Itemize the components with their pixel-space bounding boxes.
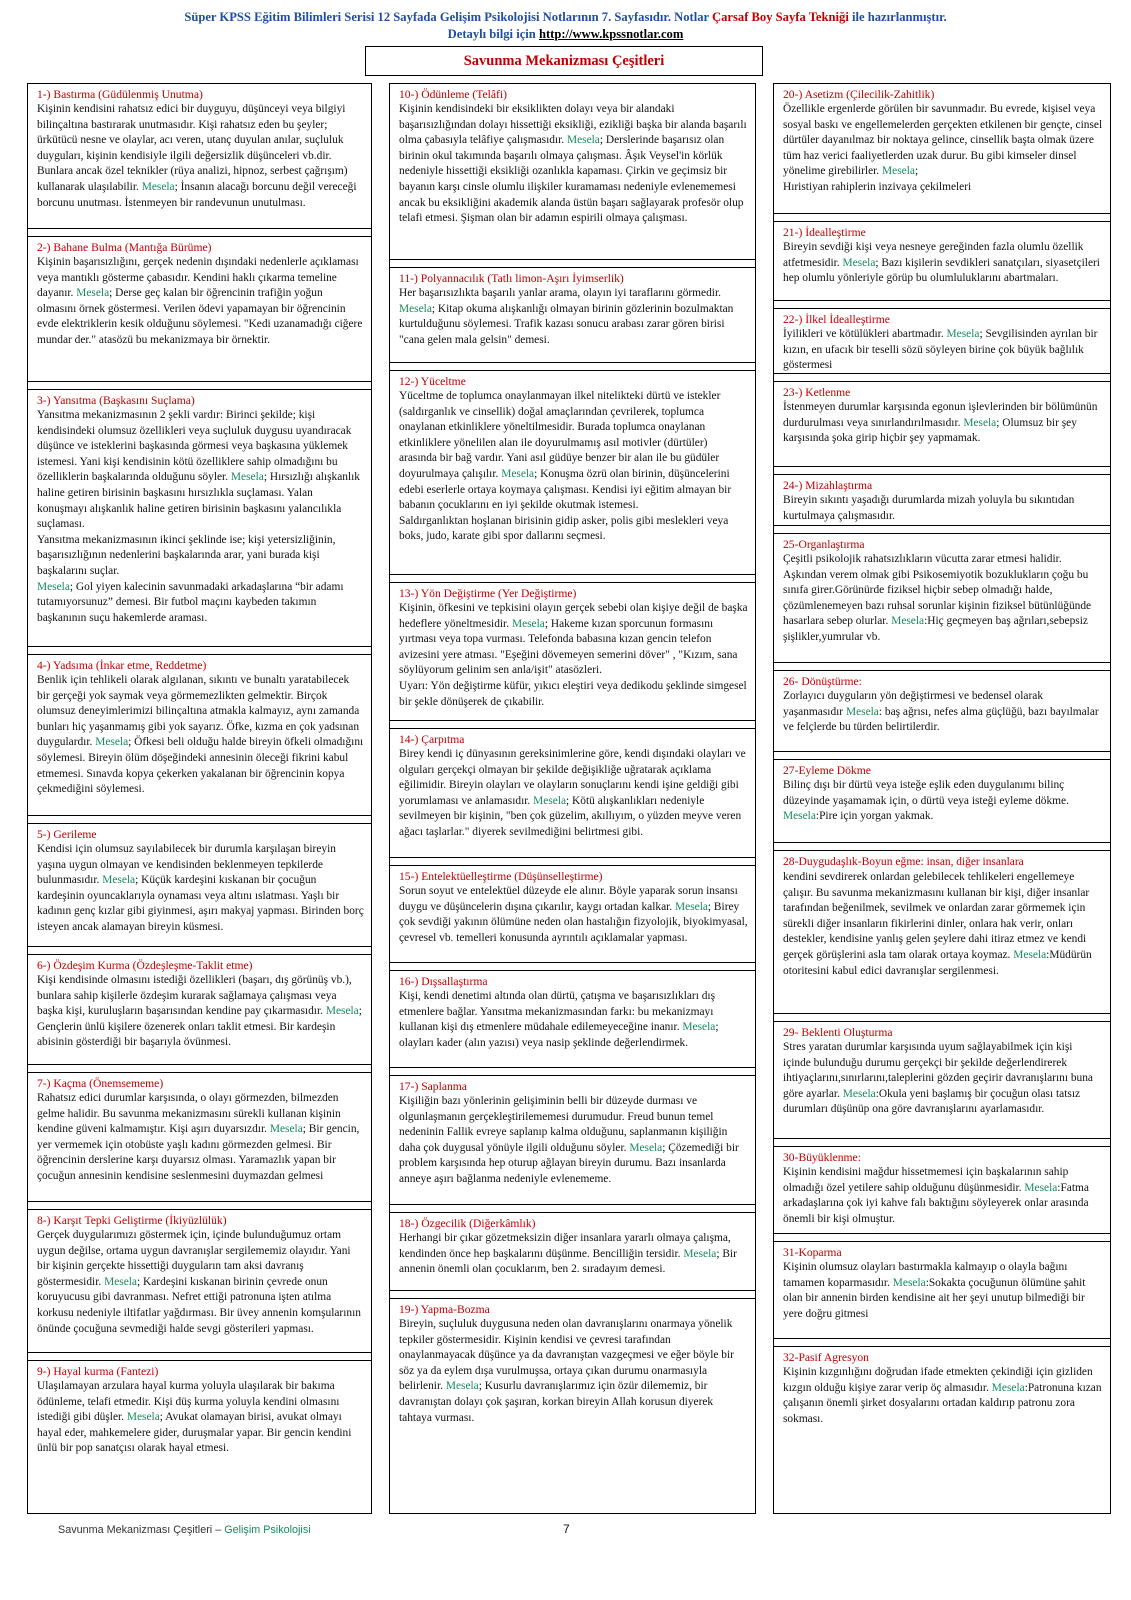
mechanism-section (390, 865, 755, 963)
mechanism-title: 21-) İdealleştirme (783, 226, 866, 239)
example-text: ; Derse geç kalan bir öğrencinin trafiğin yoğun olmasını örnek göstermesi. Verilen ödevi yapamayan bir öğrencinin evde elektriklerin kesik olduğunu söylemesi. "Kedi uzanamadığı ciğere mundar der." atasözü bu mekanizmaya bir örnektir. (37, 287, 363, 346)
mechanism-section (28, 236, 371, 382)
mechanism-title: 29- Beklenti Oluşturma (783, 1026, 893, 1039)
example-label: Mesela (946, 328, 980, 340)
mechanism-section (390, 267, 755, 363)
example-label: Mesela (126, 1411, 160, 1424)
example-text: ; Birey çok sevdiği yakının ölümüne neden olan hastalığın fizyolojik, biyokimyasal, çevresel vb. temelleri konusunda ayrıntılı açıklamalar yapması. (399, 900, 748, 944)
example-label: Mesela (1024, 1181, 1058, 1194)
description-text: Bireyin sıkıntı yaşadığı durumlarda mizah yoluyla bu sıkıntıdan kurtulmaya çalışmasıdır. (783, 494, 1075, 522)
example-text: ; Hırsızlığı alışkanlık haline getiren birisinin başkasını hırsızlıkla suçlaması. Yalan konuşmayı alışkanlık haline getiren birisinin başkasını yalancılıkla suçlaması. (37, 471, 361, 531)
description-text: kendini sevdirerek onlardan gelebilecek tehlikeleri engellemeye çalışır. Bu savunma mekanizmasını kullanan bir kişi, diğer insanlar tarafından beğenilmek, sevilmek ve onlardan zarar görmemek için sürekli diğer insanların fikirlerini dinler, onlara hak verir, onları destekler, kendisine yanlış gelen şeylere dahi itiraz etmez ve kendi gerçek görüşlerini asla tam olarak ortaya koymaz. (783, 871, 1090, 961)
description-text: Bireyin sevdiği kişi veya nesneye gereğinden fazla olumlu özellik atfetmesidir. (783, 241, 1084, 269)
mechanism-section (28, 1360, 371, 1480)
mechanism-description (37, 1228, 364, 1337)
mechanism-title: 28-Duygudaşlık-Boyun eğme: insan, diğer insanlara (783, 855, 1024, 868)
example-text-2: ; Gol yiyen kalecinin savunmadaki arkadaşlarına “bir adamı tutamıyorsunuz” demesi. Bir futbol maçını kaybeden takımın başkanının suçu hakemlerde araması. (37, 580, 344, 624)
example-text: ; Kusurlu davranışlarımız için özür dilememiz, bir davranıştan dolayı çok şaşıran, korkan bireyin Allah korusun diyerek tahtaya vurması. (399, 1380, 714, 1424)
mechanism-section (390, 582, 755, 721)
description-text: Bilinç dışı bir dürtü veya isteğe eşlik eden duygulanımı bilinç düzeyinde yaşamamak için, o dürtü veya isteği eyleme dökme. (783, 779, 1069, 807)
mechanism-section (774, 850, 1110, 1014)
description-text: Ulaşılamayan arzulara hayal kurma yoluyla ulaşılarak bir bakıma ödünleme, telafi etmedir. Kişi düş kurma yoluyla kendini olmasını istediği gibi düşler. (37, 1380, 340, 1424)
footer-caption (58, 1524, 311, 1536)
mechanism-description (37, 673, 364, 798)
mechanism-description (783, 552, 1103, 646)
example-label: Mesela (269, 1123, 303, 1136)
description-text: Kişi, kendi denetimi altında olan dürtü, çatışma ve başarısızlıkları dış etmenlere bağlar. Yansıtma mekanizmasından farkı: bu mekanizmayı kullanan kişi dış etmenlere müdahale edilemeyeceğine inanır. (399, 990, 716, 1034)
mechanism-section (774, 759, 1110, 843)
column-3 (773, 83, 1111, 1514)
example-text: ; Öfkesi beli olduğu halde bireyin öfkeli olmadığını söylemesi. Bireyin ölüm döşeğindeki annesinin öleceği fikrini kabul etmemesi. Sınavda kopya çekerken yakalanan bir öğrencinin kopya çekmediğini söylemesi. (37, 736, 364, 796)
description-text: Kişinin kızgınlığını doğrudan ifade etmekten çekindiği için gizliden kızgın olduğu kişiye zarar verip öç almasıdır. (783, 1366, 1093, 1394)
example-label: Mesela (675, 900, 708, 913)
mechanism-description (399, 884, 748, 946)
example-label: Mesela (445, 1380, 479, 1393)
mechanism-title: 2-) Bahane Bulma (Mantığa Bürüme) (37, 241, 212, 254)
example-label: Mesela (325, 1005, 359, 1018)
example-text: ; Küçük kardeşini kıskanan bir çocuğun kardeşinin oyuncaklarıyla oynaması veya altını ıslatması. Yaşlı bir kadının genç kızlar gibi giyinmesi, aşırı makyaj yapması. Birinden borç isteyen ancak alamayan bireyin küsmesi. (37, 874, 364, 933)
mechanism-section (28, 1072, 371, 1202)
mechanism-description (399, 989, 748, 1051)
mechanism-title: 7-) Kaçma (Önemsememe) (37, 1077, 164, 1090)
mechanism-description (37, 255, 364, 349)
example-text: :Pire için yorgan yakmak. (815, 810, 934, 823)
mechanism-title: 25-Organlaştırma (783, 538, 865, 551)
mechanism-description (783, 1165, 1103, 1227)
example-text: ; (914, 165, 919, 178)
mechanism-description (399, 102, 748, 227)
example-text: ; Çözemediği bir problem karşısında hep oturup ağlayan bireyin durumu. Bazı insanlarda anneye aşırı bağlanma nedeniyle evlenememe. (399, 1141, 739, 1185)
description-text-2: Uyarı: Yön değiştirme küfür, yıkıcı eleştiri veya dedikodu şeklinde simgesel bir şekle dönüşerek de çıkabilir. (399, 679, 747, 708)
description-text-2: Saldırganlıktan hoşlanan birisinin gidip asker, polis gibi meslekleri veya boks, judo, karate gibi spor dallarını seçmesi. (399, 514, 729, 543)
footer-subject: Gelişim Psikolojisi (224, 1524, 311, 1536)
example-text: :Sokakta çocuğunun ölümüne şahit olan bir annenin birden kendisine ait her şeyi unutup bilmediği bir yere doğru gitmesi (783, 1276, 1086, 1320)
description-text: Kişiliğin bazı yönlerinin gelişiminin belli bir düzeyde durması ve olgunlaşmanın gerçekleştirilememesi durumudur. Freud bunun temel nedeninin Fallik evreye saplanıp kalma olduğunu, saplanmanın kişiliğin daha çok duygusal yönüyle ilgili olduğunu söyler. (399, 1095, 728, 1154)
mechanism-section (28, 389, 371, 647)
example-label: Mesela (76, 287, 110, 300)
example-text: ; Kitap okuma alışkanlığı olmayan birinin gözlerinin bozulmaktan kurtulduğunu söylemesi. Trafik kazası sonucu arabası zarar gören birisi "cana gelen mala gelsin" demesi. (399, 302, 734, 346)
mechanism-description (399, 747, 748, 841)
mechanism-description (783, 689, 1103, 736)
example-text: ; Hakeme kızan sporcunun formasını yırtması veya topa vurması. Telefonda babasına kızan gencin telefon avizesini yere atması. "Eşeğini dövemeyen semerini döver" , "Kızım, sana söylüyorum gelinim sen anla/işit" atasözleri. (399, 617, 738, 677)
description-text: Gerçek duygularımızı göstermek için, içinde bulunduğumuz ortam uygun değilse, ortama uygun davranışlar sergilememiz olayıdır. Yani bir kişinin gerçekte hissettiği duyguların tam aksi davranış göstermesidir. (37, 1229, 351, 1288)
mechanism-description (783, 400, 1103, 447)
example-label: Mesela (566, 134, 600, 147)
mechanism-description (783, 1260, 1103, 1322)
description-text: Yansıtma mekanizmasının 2 şekli vardır: Birinci şekilde; kişi kendisindeki olumsuz özellikleri veya suçluluk duygusu uyandıracak düşünce ve isteklerini başkasında görmesi veya başkasına yüklemek istemesi. Yani kişi kendisinin kötü özelliklere sahip olmadığını bu özelliklerin başkalarında olduğunu söyler. (37, 409, 352, 484)
example-label: Mesela (629, 1141, 663, 1154)
description-text: Her başarısızlıkta başarılı yanlar arama, olayın iyi taraflarını görmedir. (399, 287, 721, 299)
example-label: Mesela (37, 580, 70, 593)
mechanism-title: 30-Büyüklenme: (783, 1151, 861, 1164)
example-text: ; Kötü alışkanlıkları nedeniyle sevilmeyen bir kişinin, "ben çok güzelim, akıllıyım, o yüzden meyve veren ağacı taşlarlar." diyerek sevilmediğini belirtmesi gibi. (399, 794, 742, 838)
example-text: ; İnsanın alacağı borcunu değil vereceği borcunu unutması. İstenmeyen bir randevunun unutulması. (37, 180, 357, 209)
example-label: Mesela (95, 736, 129, 749)
mechanism-section (774, 221, 1110, 301)
mechanism-description (783, 1040, 1103, 1118)
header-line-1 (0, 9, 1131, 26)
mechanism-description (37, 1379, 364, 1457)
mechanism-description (783, 778, 1103, 825)
example-text: ; Bazı kişilerin sevdikleri sanatçıları, siyasetçileri hep olumlu yönleriyle görüp bu olumluluklarını abartmaları. (783, 256, 1100, 285)
example-text: ; Olumsuz bir şey karşısında şoka girip hiçbir şey yapmamak. (783, 416, 1077, 445)
mechanism-title: 11-) Polyannacılık (Tatlı limon-Aşırı İyimserlik) (399, 272, 624, 285)
mechanism-description (37, 1091, 364, 1185)
mechanism-description (399, 1094, 748, 1188)
example-label: Mesela (842, 1087, 876, 1100)
example-label: Mesela (141, 180, 175, 193)
mechanism-description (783, 327, 1103, 374)
mechanism-description (783, 870, 1103, 979)
mechanism-description (399, 389, 748, 545)
header-text-end: ile hazırlanmıştır. (848, 10, 947, 24)
mechanism-description (399, 1317, 748, 1426)
example-label: Mesela (102, 874, 136, 887)
description-text: Kişinin kendisini mağdur hissetmemesi için başkalarının sahip olmadığı özel yetilere sahip olduğunu düşünmesidir. (783, 1166, 1069, 1194)
example-label: Mesela (1013, 948, 1047, 961)
description-text: Kişinin başarısızlığını, gerçek nedenin dışındaki nedenlerle açıklaması veya mantıklı gösterme çabasıdır. Kendini haklı çıkarma temeline dayanır. (37, 256, 359, 300)
page-number: 7 (563, 1522, 570, 1536)
mechanism-section (390, 84, 755, 260)
mechanism-section (390, 970, 755, 1068)
column-1 (27, 83, 372, 1514)
mechanism-description (783, 1365, 1103, 1427)
page-title: Savunma Mekanizması Çeşitleri (365, 46, 763, 76)
mechanism-title: 20-) Asetizm (Çilecilik-Zahitlik) (783, 88, 935, 101)
header-line-2 (0, 26, 1131, 43)
example-text: ; Gençlerin ünlü kişilere özenerek onları taklit etmesi. Bir kardeşin abisinin gösterdiği bir başarıyla övünmesi. (37, 1005, 362, 1049)
example-label: Mesela (511, 617, 545, 630)
mechanism-description (783, 240, 1103, 287)
description-text: Yüceltme de toplumca onaylanmayan ilkel nitelikteki dürtü ve istekler (saldırganlık ve cinsellik) doğal amaçlarından çevrilerek, toplumca onaylanan etkinliklere yöneltilmesidir. Burada toplumca onaylanan etkinliklere yönelilen alan ile doyurulmamış asıl motivler (dürtüler) arasında bir bağ vardır. Yani asıl güdüye benzer bir alan ile bu güdüler doyurulmaya çalışılır. (399, 390, 721, 480)
mechanism-title: 9-) Hayal kurma (Fantezi) (37, 1365, 159, 1378)
mechanism-section (390, 370, 755, 575)
mechanism-title: 3-) Yansıtma (Başkasını Suçlama) (37, 394, 195, 407)
mechanism-title: 12-) Yüceltme (399, 375, 466, 388)
example-label: Mesela (891, 615, 925, 628)
mechanism-title: 23-) Ketlenme (783, 386, 851, 399)
mechanism-description (399, 601, 748, 710)
mechanism-section (774, 1021, 1110, 1139)
mechanism-description (37, 102, 364, 211)
mechanism-description (783, 102, 1103, 196)
header-technique-name: Çarsaf Boy Sayfa Tekniği (712, 10, 849, 24)
mechanism-description (37, 842, 364, 936)
mechanism-description (399, 286, 748, 348)
example-label: Mesela (533, 794, 567, 807)
mechanism-section (774, 84, 1110, 214)
description-text: Sorun soyut ve entelektüel düzeyde ele alınır. Böyle yaparak sorun insansı duygu ve düşüncelerin dışına çıkarılır, kaygı ortadan kalkar. (399, 885, 738, 913)
description-text: Stres yaratan durumlar karşısında uyum sağlayabilmek için kişi içinde bulunduğu durumu gerçekçi bir şekilde değerlendirerek ihtiyaçlarını,sınırlarını,taleplerini gözden geçirir davranışlarını buna göre ayarlar. (783, 1041, 1093, 1100)
example-label: Mesela (991, 1381, 1025, 1394)
mechanism-section (28, 654, 371, 816)
mechanism-section (774, 1146, 1110, 1234)
example-text: ; olayları kader (alın yazısı) veya nasip şeklinde değerlendirmek. (399, 1021, 719, 1049)
example-label: Mesela (682, 1021, 716, 1034)
mechanism-title: 31-Koparma (783, 1246, 842, 1259)
example-label: Mesela (963, 416, 997, 429)
example-label: Mesela (882, 165, 915, 178)
description-text: Özellikle ergenlerde görülen bir savunmadır. Bu evrede, kişisel veya sosyal baskı ve engellemelerden gerçekten etkilenen bir gençte, cinsel dürtüler dayanılmaz bir noktaya gelince, cinsellik başta olmak üzere tüm haz verici faaliyetlerden uzak durur. Bu gibi kimseler dinsel yönelime girebilirler. (783, 103, 1103, 178)
description-text: Herhangi bir çıkar gözetmeksizin diğer insanlara yararlı olmaya çalışma, kendinden önce hep başkalarını düşünme. Bencilliğin tersidir. (399, 1232, 731, 1260)
mechanism-section (390, 1212, 755, 1291)
description-text: Kişinin, öfkesini ve tepkisini olayın gerçek sebebi olan kişiye değil de başka hedeflere yöneltmesidir. (399, 602, 748, 630)
mechanism-section (28, 84, 371, 229)
example-text: ; Avukat olamayan birisi, avukat olmayı hayal eder, mahkemelere gider, duruşmalar yapar. Bir gencin kendini ünlü bir pop sanatçısı olarak hayal etmesi. (37, 1411, 352, 1455)
mechanism-title: 18-) Özgecilik (Diğerkâmlık) (399, 1217, 536, 1230)
mechanism-section (774, 533, 1110, 663)
mechanism-description (783, 493, 1103, 524)
mechanism-title: 32-Pasif Agresyon (783, 1351, 869, 1364)
mechanism-section (390, 1075, 755, 1205)
description-text: Birey kendi iç dünyasının gereksinimlerine göre, kendi dışındaki olayları ve olguları gerçekçi olmayan bir şekilde değişikliğe uğratarak açıklama eğilimidir. Bireyin olayları ve olayların sonuçlarını kendi işine geldiği gibi yorumlaması ve anlamasıdır. (399, 748, 746, 807)
example-text: ; Sevgilisinden ayrılan bir kızın, en ufacık bir teselli sözü söyleyen birine çok büyük bağlılık göstermesi (783, 328, 1098, 372)
example-label: Mesela (783, 810, 816, 823)
mechanism-title: 13-) Yön Değiştirme (Yer Değiştirme) (399, 587, 577, 600)
mechanism-description (399, 1231, 748, 1278)
example-text: :Hiç geçmeyen baş ağrıları,sebepsiz şişlikler,yumrular vb. (783, 615, 1088, 643)
mechanism-section (774, 670, 1110, 752)
description-text: Bireyin, suçluluk duygusuna neden olan davranışlarını onarmaya yönelik tepkiler göstermesidir. Kişinin kendisi ve çevresi tarafından onaylanmayacak düşünce ya da davranıştan vazgeçmesi ve eğer böyle bir söz ya da eylem dışa vurulmuşsa, ortaya çıkan durumu onarmasıyla belirlenir. (399, 1318, 734, 1393)
example-label: Mesela (501, 467, 535, 480)
example-label: Mesela (845, 705, 879, 718)
mechanism-title: 22-) İlkel İdealleştirme (783, 313, 890, 326)
mechanism-title: 6-) Özdeşim Kurma (Özdeşleşme-Taklit etme) (37, 959, 253, 972)
description-text-2: Yansıtma mekanizmasının ikinci şeklinde ise; kişi yetersizliğinin, başarısızlığının nedenlerini başkalarında arar, yani burada kişi başkalarını suçlar. (37, 533, 336, 577)
example-text: :Patronuna kızan çalışanın önemli şirket dosyalarını ortadan kaldırıp patronu zora sokması. (783, 1381, 1102, 1425)
example-label: Mesela (104, 1275, 137, 1288)
footer-doc-title: Savunma Mekanizması Çeşitleri – (58, 1524, 225, 1536)
example-label: Mesela (842, 256, 876, 269)
mechanism-title: 16-) Dışsallaştırma (399, 975, 488, 988)
example-text: ; Konuşma özrü olan birinin, düşüncelerini edebi eserlerle ortaya koymaya çalışması. Kendisi iyi eğitim almayan bir babanın çocuklarını en iyi şekilde okutmak istemesi. (399, 467, 732, 512)
example-text: ; Derslerinde başarısız olan birinin okul takımında başarılı olmaya çalışması. Âşık Veysel'in körlük nedeniyle hissettiği eksikliği ozanlıkla kapaması. Çirkin ve geçimsiz bir bayanın karşı cinsle olumlu ilişkiler kuramaması nedeniyle evlenememesi ancak bu eksikliğini akademik alanda üstün başarı sağlayarak profesör olup telafi etmesi. Şişman olan bir adamın espirili olmaya çalışması. (399, 134, 744, 225)
mechanism-title-inline-text: insan, diğer insanlara (923, 856, 1024, 868)
mechanism-title: 5-) Gerileme (37, 828, 97, 841)
mechanism-description (37, 408, 364, 626)
description-text: Benlik için tehlikeli olarak algılanan, sıkıntı ve bunaltı yaratabilecek bir gerçeği yok saymak veya görmemezlikten gelmektir. Birçok olumsuz deneyimlerimizi bilinçaltına atmakla kalmayız, aynı zamanda bunları hiç yaşanmamış gibi yok sayarız. Öfke, kızma en çok yadsınan duygulardır. (37, 674, 360, 749)
mechanism-section (774, 1241, 1110, 1339)
description-text: Zorlayıcı duyguların yön değiştirmesi ve bedensel olarak yaşanmasıdır (783, 690, 1044, 718)
example-text: : baş ağrısı, nefes alma güçlüğü, bazı bayılmalar ve felçlerde bu türden belirtilerdir. (783, 705, 1099, 734)
description-text: Çeşitli psikolojik rahatsızlıkların vücutta zarar etmesi halidir. Aşkından verem olmak gibi Psikosemiyotik bozuklukların çoğu bu sınıfa girer.Görünürde fiziksel hiçbir sebep olmadığı halde, çözümlenemeyen bazı ruhsal sorunlar kişinin fiziksel bütünlüğünde hasarlara sebep olurlar. (783, 553, 1092, 628)
example-text: ; Kardeşini kıskanan birinin çevrede onun koruyucusu gibi davranması. Nefret ettiği patronuna işten atılma korkusu nedeniyle iltifatlar yağdırması. Bir üvey annenin komşularının önünde çocuğuna sevmediği halde sevgi gösterileri yapması. (37, 1275, 361, 1335)
mechanism-title: 17-) Saplanma (399, 1080, 467, 1093)
mechanism-title: 15-) Entelektüelleştirme (Düşünselleştirme) (399, 870, 603, 883)
description-text-2: Hıristiyan rahiplerin inzivaya çekilmeleri (783, 180, 972, 193)
mechanism-description (37, 973, 364, 1051)
header-info-label: Detaylı bilgi için (447, 26, 539, 41)
mechanism-section (774, 474, 1110, 526)
example-text: :Müdürün otoritesini kabul edici davranışlar sergilenmesi. (783, 948, 1092, 977)
description-text: Rahatsız edici durumlar karşısında, o olayı görmezden, bilmezden gelme halidir. Bu savunma mekanizmasını sürekli kullanan kişinin kendine güveni kalmamıştır. Kişi aşırı duyarsızdır. (37, 1092, 341, 1136)
mechanism-section (774, 308, 1110, 374)
description-text: İstenmeyen durumlar karşısında egonun işlevlerinden bir bölümünün durdurulması veya sınırlandırılmasıdır. (783, 401, 1098, 429)
description-text: Kişinin kendisindeki bir eksiklikten dolayı veya bir alandaki başarısızlığından dolayı hissettiği eksikliği, ezikliği başka bir alanda başarılı olma çabasıyla telâfiye çalışmasıdır. (399, 103, 747, 147)
header-text: Süper KPSS Eğitim Bilimleri Serisi 12 Sayfada Gelişim Psikolojisi Notlarının 7. Sayfasıdır. Notlar (184, 10, 713, 24)
example-text: :Okula yeni başlamış bir çocuğun olası tatsız durumları düşünüp ona göre davranışlarını ayarlamasıdır. (783, 1087, 1081, 1116)
column-2 (389, 83, 756, 1514)
mechanism-title: 1-) Bastırma (Güdülenmiş Unutma) (37, 88, 203, 101)
description-text: İyilikleri ve kötülükleri abartmadır. (783, 328, 944, 340)
example-label: Mesela (892, 1276, 926, 1289)
description-text: Kişinin olumsuz olayları bastırmakla kalmayıp o olayla bağını tamamen koparmasıdır. (783, 1261, 1068, 1289)
example-text: ; Bir gencin, yer vermemek için otobüste yaşlı kadını görmezden gelmesi. Bir öğrencinin derslerine karşı duyarsız olması. Yaramazlık yapan bir çocuğun annesinin kendisine seslenmesini duymazdan gelmesi (37, 1123, 360, 1182)
mechanism-title: 4-) Yadsıma (İnkar etme, Reddetme) (37, 659, 207, 672)
page-header (0, 9, 1131, 42)
mechanism-section (774, 1346, 1110, 1466)
mechanism-title: 27-Eyleme Dökme (783, 764, 871, 777)
mechanism-title: 8-) Karşıt Tepki Geliştirme (İkiyüzlülük) (37, 1214, 227, 1227)
mechanism-section (390, 728, 755, 858)
mechanism-section (28, 954, 371, 1065)
description-text: Kişi kendisinde olmasını istediği özellikleri (başarı, dış görünüş vb.), bunlara sahip kişilerle özdeşim kurarak sağlamaya çalışması veya başka kişi, kuruluşların başarısından kendine pay çıkarmasıdır. (37, 974, 352, 1018)
mechanism-title: 19-) Yapma-Bozma (399, 1303, 490, 1316)
example-label: Mesela (399, 302, 432, 315)
mechanism-title: 14-) Çarpıtma (399, 733, 465, 746)
example-label: Mesela (230, 471, 264, 484)
mechanism-section (28, 823, 371, 947)
mechanism-section (774, 381, 1110, 467)
description-text: Kişinin kendisini rahatsız edici bir duyguyu, düşünceyi veya bilgiyi bilinçaltına bastırarak unutmasıdır. Kişi rahatsız eden bu şeyler; ürkütücü nesne ve olaylar, acı veren, utanç duyulan anılar, suçluluk duyguları, kişinin kendisiyle ilgili değersizlik düşünceleri vb.dir. Bunlara ancak özel teknikler (rüya analizi, hipnoz, serbest çağrışım) kullanarak ulaşılabilir. (37, 103, 348, 193)
website-link[interactable]: http://www.kpssnotlar.com (538, 26, 684, 41)
mechanism-section (28, 1209, 371, 1353)
mechanism-section (390, 1298, 755, 1448)
example-text: ; Bir annenin önemli olan çocuklarım, ben 2. sıradayım demesi. (399, 1247, 737, 1276)
mechanism-title: 26- Dönüştürme: (783, 675, 862, 688)
example-label: Mesela (683, 1247, 717, 1260)
example-text: :Fatma arkadaşlarına çok iyi kahve falı baktığını söyleyerek onlar arasında önemli bir kişi olmuştur. (783, 1181, 1089, 1225)
mechanism-title: 10-) Ödünleme (Telâfi) (399, 88, 507, 101)
description-text: Kendisi için olumsuz sayılabilecek bir durumla karşılaşan bireyin yaşına uygun olmayan ve kendisinden beklenmeyen tepkilerde bulunmasıdır. (37, 843, 336, 887)
mechanism-title: 24-) Mizahlaştırma (783, 479, 873, 492)
